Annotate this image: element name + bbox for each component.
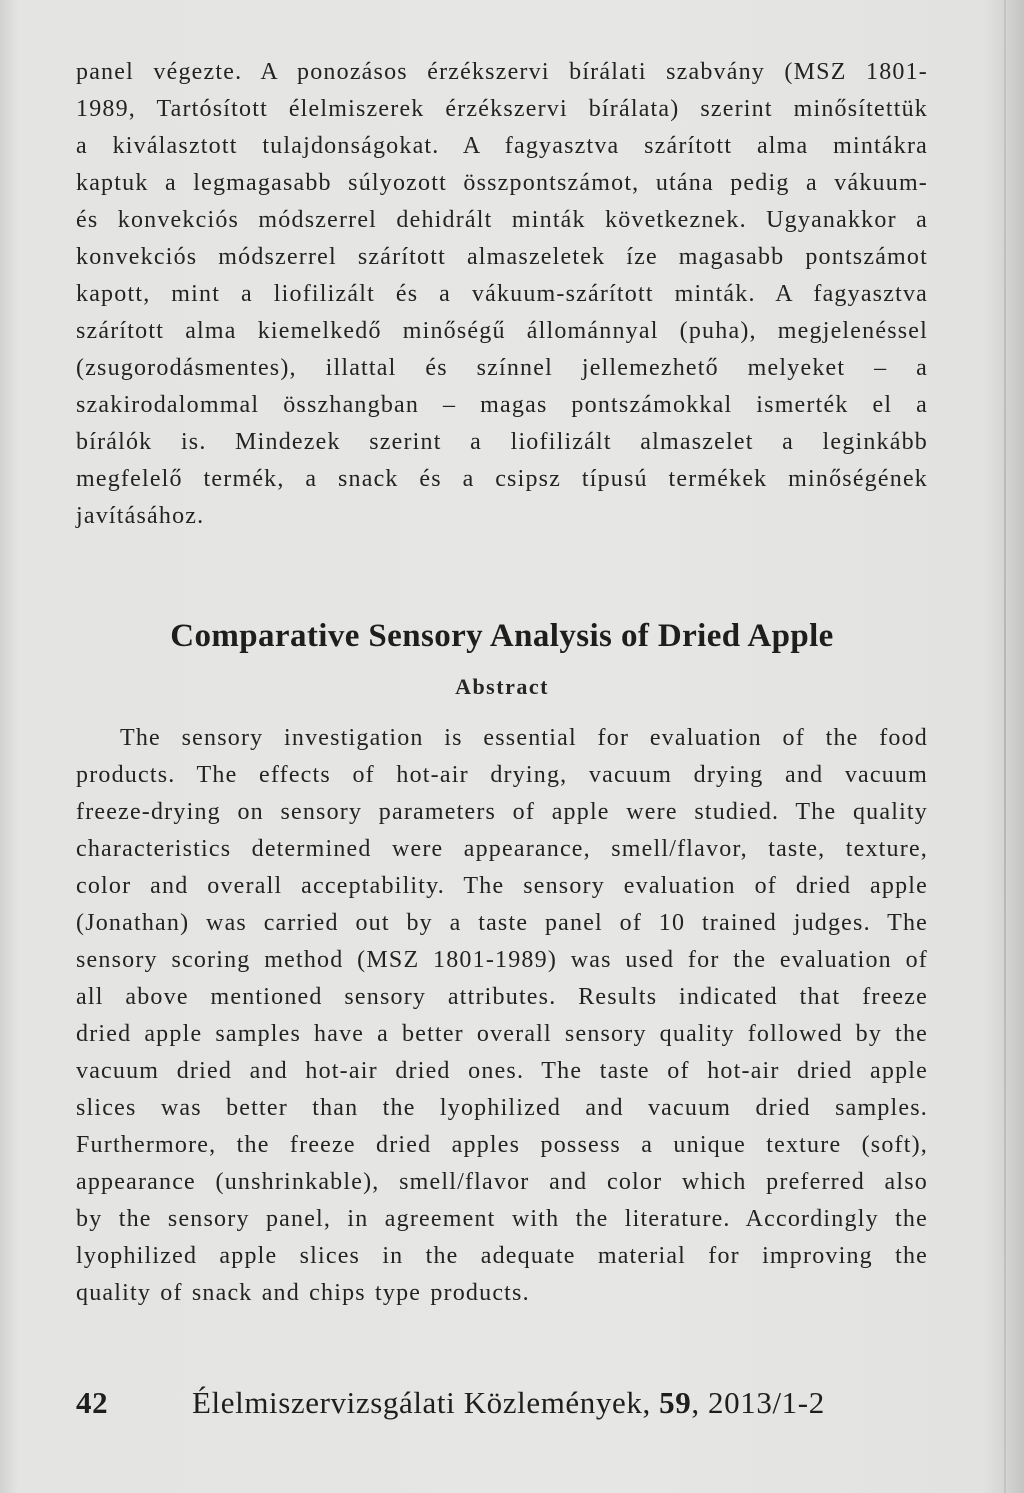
text-line: és konvekciós módszerrel dehidrált minták következnek. Ugyanakkor a: [76, 207, 928, 233]
text-line: bírálók is. Mindezek szerint a liofilizált almaszelet a leginkább: [76, 429, 928, 455]
page-footer: [76, 1385, 836, 1421]
page-spine-line: [1004, 0, 1006, 1493]
page-number: 42: [76, 1385, 109, 1420]
journal-volume: 59: [659, 1385, 692, 1420]
journal-issue: , 2013/1-2: [691, 1385, 825, 1420]
text-line: lyophilized apple slices in the adequate material for improving the: [76, 1243, 928, 1269]
text-line: dried apple samples have a better overall sensory quality followed by the: [76, 1021, 928, 1047]
text-line: by the sensory panel, in agreement with the literature. Accordingly the: [76, 1206, 928, 1232]
text-line: slices was better than the lyophilized and vacuum dried samples.: [76, 1095, 928, 1121]
text-line: kapott, mint a liofilizált és a vákuum-szárított minták. A fagyasztva: [76, 281, 928, 307]
text-line: characteristics determined were appearance, smell/flavor, taste, texture,: [76, 836, 928, 862]
text-line: szakirodalommal összhangban – magas pontszámokkal ismerték el a: [76, 392, 928, 418]
text-line: megfelelő termék, a snack és a csipsz típusú termékek minőségének: [76, 466, 928, 492]
text-line: 1989, Tartósított élelmiszerek érzékszervi bírálata) szerint minősítettük: [76, 96, 928, 122]
text-line: (zsugorodásmentes), illattal és színnel jellemezhető melyeket – a: [76, 355, 928, 381]
text-line: quality of snack and chips type products.: [76, 1280, 530, 1306]
journal-citation: [192, 1385, 825, 1420]
text-line: products. The effects of hot-air drying, vacuum drying and vacuum: [76, 762, 928, 788]
text-line: freeze-drying on sensory parameters of apple were studied. The quality: [76, 799, 928, 825]
text-line: javításához.: [76, 503, 205, 529]
hungarian-paragraph: [76, 54, 928, 535]
text-line: sensory scoring method (MSZ 1801-1989) was used for the evaluation of: [76, 947, 928, 973]
abstract-paragraph: [76, 720, 928, 1312]
text-line: konvekciós módszerrel szárított almaszeletek íze magasabb pontszámot: [76, 244, 928, 270]
page-content: [76, 54, 928, 1306]
text-line: kaptuk a legmagasabb súlyozott összpontszámot, utána pedig a vákuum-: [76, 170, 928, 196]
text-line: The sensory investigation is essential for evaluation of the food: [120, 725, 928, 751]
text-line: color and overall acceptability. The sensory evaluation of dried apple: [76, 873, 928, 899]
text-line: appearance (unshrinkable), smell/flavor and color which preferred also: [76, 1169, 928, 1195]
abstract-heading: Abstract: [455, 674, 549, 699]
text-line: szárított alma kiemelkedő minőségű állománnyal (puha), megjelenéssel: [76, 318, 928, 344]
text-line: a kiválasztott tulajdonságokat. A fagyasztva szárított alma mintákra: [76, 133, 928, 159]
text-line: panel végezte. A ponozásos érzékszervi bírálati szabvány (MSZ 1801-: [76, 59, 928, 85]
page-spine-shadow: [1006, 0, 1024, 1493]
text-line: (Jonathan) was carried out by a taste panel of 10 trained judges. The: [76, 910, 928, 936]
article-title: Comparative Sensory Analysis of Dried Apple: [170, 618, 834, 654]
journal-name: Élelmiszervizsgálati Közlemények,: [192, 1385, 651, 1420]
text-line: vacuum dried and hot-air dried ones. The taste of hot-air dried apple: [76, 1058, 928, 1084]
text-line: Furthermore, the freeze dried apples possess a unique texture (soft),: [76, 1132, 928, 1158]
text-line: all above mentioned sensory attributes. Results indicated that freeze: [76, 984, 928, 1010]
